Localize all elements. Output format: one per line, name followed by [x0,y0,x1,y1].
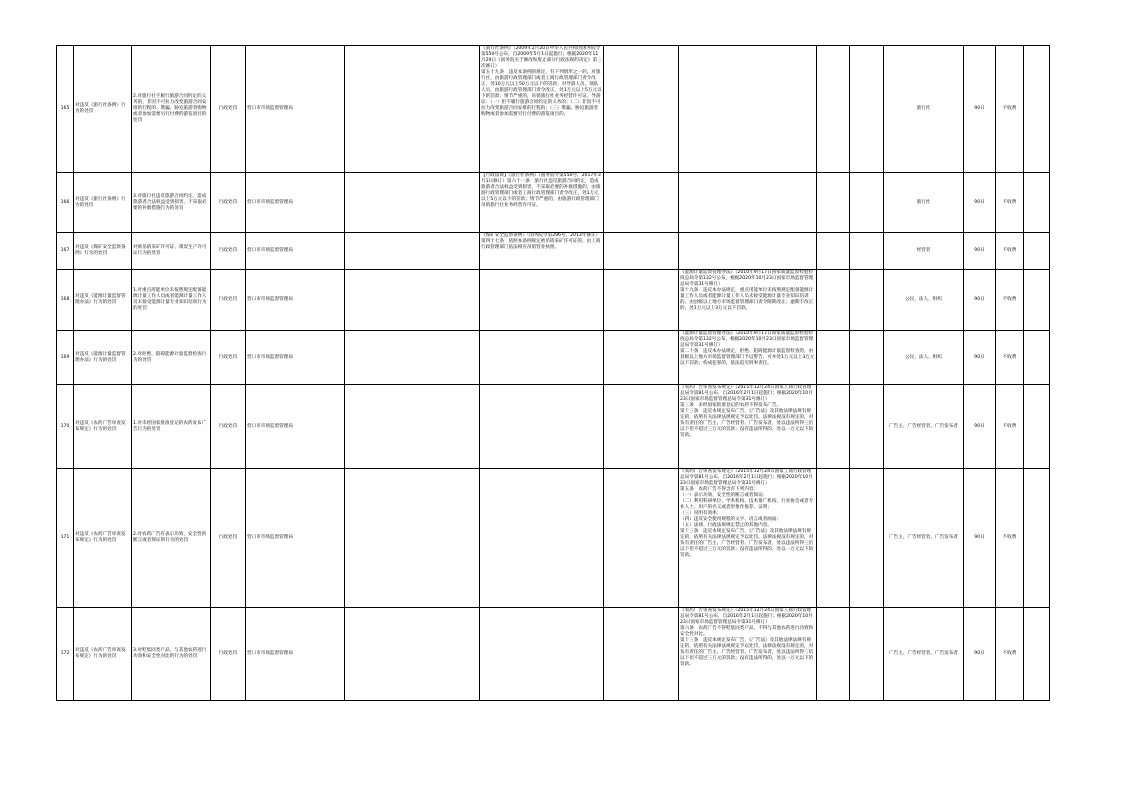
empty-cell [850,469,884,608]
sub-item-name: 2.对旅行社不履行旅游合同约定的义务的、非因不可抗力改变旅游合同安排的行程的、欺骗、胁迫旅游者购物或者参加需要另行付费的游览项目的处罚 [132,46,211,173]
empty-cell [1024,385,1050,469]
item-name: 对违反《旅行社条例》行为的处罚 [74,173,132,233]
empty-cell [604,385,679,469]
legal-basis-regulation: 《能源计量监督管理办法》（2010年9月17日国家质量监督检验检疫总局令第132号公布，根据2020年10月23日国家市场监督管理总局令第31号修订） 第十九条 违反本办法规定，重点用能单位未按照规定配备能源计量工作人员或者能源计量工作人员未接受能源计量专业知识培训的，由县级以上地方市场监督管理部门责令限期改正；逾期不改正的，处1万元以上3万元以下罚款。 [679,270,817,331]
row-number: 167 [57,233,74,270]
empty-cell [345,469,480,608]
target-party: 旅行社 [884,46,964,173]
empty-cell [850,46,884,173]
empty-cell [345,608,480,701]
department: 营口市市场监督管理局 [246,270,345,331]
fee: 不收费 [996,469,1024,608]
empty-cell [1024,270,1050,331]
row-number: 170 [57,385,74,469]
empty-cell [604,469,679,608]
legal-basis: 【行政法规】《旅行社条例》（国务院令第550号，2017年3月1日修订）第六十一条 旅行社违反旅游合同约定，造成旅游者合法权益受到损害，不采取必要的补救措施的，由旅游行政管理部门或者工商行政管理部门责令改正，处1万元以上5万元以下的罚款；情节严重的，由旅游行政管理部门吊销旅行社业务经营许可证。 [480,173,604,233]
empty-cell [817,385,850,469]
row-number: 172 [57,608,74,701]
sub-item-name: 3.对贬低同类产品，与其他农药进行功效和安全性对比的行为的处罚 [132,608,211,701]
legal-basis-regulation: 《农药广告审查发布规定》（2015年12月24日国家工商行政管理总局令第81号公布，自2016年2月1日起施行；根据2020年10月23日国家市场监督管理总局令第31号修订） 第三条 未经国家批准登记的农药不得发布广告。 第十三条 违反本规定发布广告，《广告法》及其他法律法规有规定的，依照有关法律法规规定予以处罚。法律法规没有规定的，对负有责任的广告主、广告经营者、广告发布者，处以违法所得三倍以下但不超过三万元的罚款；没有违法所得的，处以一万元以下的罚款。 [679,385,817,469]
empty-cell [1024,608,1050,701]
target-party: 公民、法人、组织 [884,331,964,385]
table-row [57,270,1050,331]
empty-cell [1024,46,1050,173]
sub-item-name: 1.对重点用能单位未按照规定配备能源计量工作人员或者能源计量工作人员未接受能源计量专业知识培训行为的处罚 [132,270,211,331]
empty-cell [604,233,679,270]
empty-cell [1024,331,1050,385]
permission-table [56,45,1050,701]
legal-basis: 《煤矿安全监察条例》（国务院令第296号，2013年修正） 第四十七条 依照本条例规定被吊销采矿许可证的，由工商行政管理部门依法相应吊销营业执照。 [480,233,604,270]
empty-cell [817,46,850,173]
table-row [57,46,1050,173]
empty-cell [1024,469,1050,608]
empty-cell [850,173,884,233]
fee: 不收费 [996,233,1024,270]
item-type: 行政处罚 [211,469,246,608]
item-name: 对违反《能源计量监督管理办法》行为的处罚 [74,270,132,331]
table-row [57,469,1050,608]
time-limit: 90日 [964,385,996,469]
empty-cell [345,233,480,270]
table-body [57,46,1050,701]
table-row [57,331,1050,385]
item-type: 行政处罚 [211,173,246,233]
empty-cell [345,331,480,385]
legal-basis-regulation: 《能源计量监督管理办法》（2010年9月17日国家质量监督检验检疫总局令第132号公布，根据2020年10月23日国家市场监督管理总局令第31号修订） 第二十条 违反本办法规定，拒绝、阻碍能源计量监督检查的，由县级以上地方市场监督管理部门予以警告，可并处1万元以上3万元以下罚款；构成犯罪的，依法追究刑事责任。 [679,331,817,385]
department: 营口市市场监督管理局 [246,173,345,233]
department: 营口市市场监督管理局 [246,46,345,173]
department: 营口市市场监督管理局 [246,608,345,701]
legal-basis-regulation: 《农药广告审查发布规定》（2015年12月24日国家工商行政管理总局令第81号公布，自2016年2月1日起施行；根据2020年10月23日国家市场监督管理总局令第31号修订） 第六条 农药广告不得贬低同类产品，不得与其他农药进行功效和安全性对比。 第十三条 违反本规定发布广告，《广告法》及其他法律法规有规定的，依照有关法律法规规定予以处罚。法律法规没有规定的，对负有责任的广告主、广告经营者、广告发布者，处以违法所得三倍以下但不超过三万元的罚款；没有违法所得的，处以一万元以下的罚款。 [679,608,817,701]
legal-basis [480,385,604,469]
item-name: 对违反《旅行社条例》行为的处罚 [74,46,132,173]
legal-basis-regulation [679,233,817,270]
empty-cell [1024,233,1050,270]
legal-basis [480,331,604,385]
department: 营口市市场监督管理局 [246,331,345,385]
sub-item-name: 2.对拒绝、阻碍能源计量监督检查行为的处罚 [132,331,211,385]
item-name: 对违反《煤矿安全监察条例》行为的处罚 [74,233,132,270]
item-name: 对违反《农药广告审查发布规定》行为的处罚 [74,608,132,701]
time-limit: 90日 [964,608,996,701]
row-number: 168 [57,270,74,331]
table-row [57,385,1050,469]
legal-basis [480,608,604,701]
item-type: 行政处罚 [211,270,246,331]
item-name: 对违反《农药广告审查发布规定》行为的处罚 [74,469,132,608]
time-limit: 90日 [964,233,996,270]
empty-cell [817,469,850,608]
department: 营口市市场监督管理局 [246,469,345,608]
item-type: 行政处罚 [211,608,246,701]
row-number: 166 [57,173,74,233]
target-party: 广告主、广告经营者、广告发布者 [884,385,964,469]
fee: 不收费 [996,331,1024,385]
empty-cell [817,233,850,270]
time-limit: 90日 [964,331,996,385]
empty-cell [850,608,884,701]
legal-basis [480,469,604,608]
legal-basis-regulation [679,46,817,173]
sub-item-name: 对被吊销采矿许可证、煤炭生产许可证行为的处罚 [132,233,211,270]
empty-cell [604,270,679,331]
empty-cell [604,608,679,701]
empty-cell [817,331,850,385]
time-limit: 90日 [964,173,996,233]
empty-cell [345,46,480,173]
time-limit: 90日 [964,469,996,608]
sub-item-name: 1.对未经国家批准登记的农药发布广告行为的处罚 [132,385,211,469]
legal-basis [480,270,604,331]
empty-cell [345,385,480,469]
empty-cell [345,173,480,233]
target-party: 旅行社 [884,173,964,233]
fee: 不收费 [996,270,1024,331]
department: 营口市市场监督管理局 [246,385,345,469]
empty-cell [850,385,884,469]
target-party: 广告主、广告经营者、广告发布者 [884,608,964,701]
empty-cell [1024,173,1050,233]
department: 营口市市场监督管理局 [246,233,345,270]
item-type: 行政处罚 [211,46,246,173]
row-number: 171 [57,469,74,608]
empty-cell [850,270,884,331]
empty-cell [604,46,679,173]
target-party: 经营者 [884,233,964,270]
empty-cell [850,233,884,270]
table-row [57,608,1050,701]
item-name: 对违反《农药广告审查发布规定》行为的处罚 [74,385,132,469]
empty-cell [817,608,850,701]
sub-item-name: 3.对旅行社违反旅游合同约定，造成旅游者合法权益受到损害，不采取必要的补救措施行为的处罚 [132,173,211,233]
fee: 不收费 [996,385,1024,469]
table-row [57,173,1050,233]
fee: 不收费 [996,46,1024,173]
legal-basis: 《旅行社条例》（2009年2月20日中华人民共和国国务院令第550号公布，自2009年5月1日起施行；根据2020年11月29日《国务院关于修改和废止部分行政法规的决定》第三次修订） 第五十九条 违反本条例的规定，有下列情形之一的，对旅行社，由旅游行政管理部门或者工商行政管理部门责令改正，处10万元以上50万元以下的罚款；对导游人员、领队人员，由旅游行政管理部门责令改正，处1万元以上5万元以下的罚款；情节严重的，吊销旅行社业务经营许可证、导游证：（一）拒不履行旅游合同约定的义务的；（二）非因不可抗力改变旅游合同安排的行程的；（三）欺骗、胁迫旅游者购物或者参加需要另行付费的游览项目的。 [480,46,604,173]
empty-cell [817,270,850,331]
empty-cell [345,270,480,331]
item-name: 对违反《能源计量监督管理办法》行为的处罚 [74,331,132,385]
time-limit: 90日 [964,270,996,331]
fee: 不收费 [996,173,1024,233]
target-party: 公民、法人、组织 [884,270,964,331]
row-number: 165 [57,46,74,173]
sub-item-name: 2.对农药广告有表示功效、安全性的断言或者保证的行为的处罚 [132,469,211,608]
legal-basis-regulation: 《农药广告审查发布规定》（2015年12月24日国家工商行政管理总局令第81号公布，自2016年2月1日起施行；根据2020年10月23日国家市场监督管理总局令第31号修订） 第五条 农药广告不得含有下列内容： （一）表示功效、安全性的断言或者保证； （二）利用科研单位、学术机构、技术推广机构、行业协会或者专业人士、用户的名义或者形象作推荐、证明； （三）说明有效率； （四）违反安全使用规程的文字、语言或者画面； （五）法律、行政法规规定禁止的其他内容。 第十三条 违反本规定发布广告，《广告法》及其他法律法规有规定的，依照有关法律法规规定予以处罚。法律法规没有规定的，对负有责任的广告主、广告经营者、广告发布者，处以违法所得三倍以下但不超过三万元的罚款；没有违法所得的，处以一万元以下的罚款。 [679,469,817,608]
empty-cell [850,331,884,385]
item-type: 行政处罚 [211,233,246,270]
empty-cell [604,331,679,385]
item-type: 行政处罚 [211,331,246,385]
empty-cell [604,173,679,233]
legal-basis-regulation [679,173,817,233]
fee: 不收费 [996,608,1024,701]
target-party: 广告主、广告经营者、广告发布者 [884,469,964,608]
empty-cell [817,173,850,233]
table-row [57,233,1050,270]
time-limit: 90日 [964,46,996,173]
item-type: 行政处罚 [211,385,246,469]
row-number: 169 [57,331,74,385]
